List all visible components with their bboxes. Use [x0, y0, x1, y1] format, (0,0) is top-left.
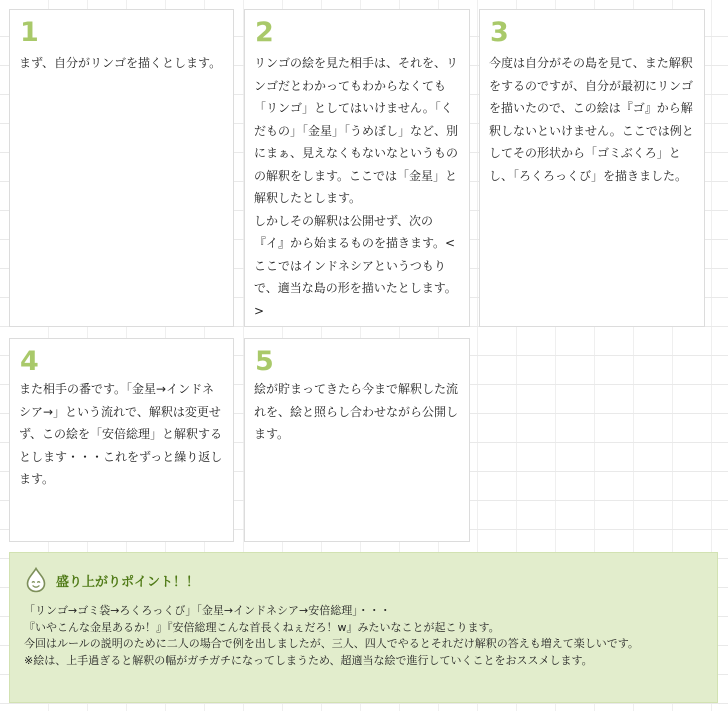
point-line: 「リンゴ→ゴミ袋→ろくろっくび」「金星→インドネシア→安倍総理」・・・	[24, 604, 391, 617]
point-line: 『いやこんな金星あるか！』『安倍総理こんな首長くねぇだろ！w』みたいなことが起こります。	[24, 620, 500, 634]
step-card-3	[479, 9, 705, 327]
step-text: 今度は自分がその島を見て、また解釈をするのですが、自分が最初にリンゴを描いたので、この絵は『ゴ』から解釈しないといけません。ここでは例としてその形状から「ゴミぶくろ」とし、「ろくろっくび」を描きました。	[489, 56, 694, 183]
point-heading	[24, 567, 703, 593]
step-card-2	[244, 9, 470, 327]
step-text: リンゴの絵を見た相手は、それを、リンゴだとわかってもわからなくても「リンゴ」としてはいけません。「くだもの」「金星」「うめぼし」など、別にまぁ、見えなくもないなというものの解釈をします。ここでは「金星」と解釈したとします。 しかしその解釈は公開せず、次の『イ』から始まるものを描きます。<ここではインドネシアというつもりで、適当な島の形を描いたとします。>	[254, 56, 459, 318]
step-number: 2	[255, 17, 274, 48]
step-text: 絵が貯まってきたら今まで解釈した流れを、絵と照らし合わせながら公開します。	[254, 382, 459, 441]
step-card-5	[244, 338, 470, 542]
step-number: 1	[20, 17, 39, 48]
point-line: ※絵は、上手過ぎると解釈の幅がガチガチになってしまうため、超適当な絵で進行していくことをおススメします。	[24, 653, 593, 667]
step-card-4	[9, 338, 234, 542]
step-card-1	[9, 9, 234, 327]
step-text: まず、自分がリンゴを描くとします。	[19, 56, 222, 70]
step-number: 4	[20, 346, 39, 377]
point-line: 今回はルールの説明のために二人の場合で例を出しましたが、三人、四人でやるとそれだけ解釈の答えも増えて楽しいです。	[24, 637, 639, 650]
point-box	[9, 552, 718, 703]
step-number: 3	[490, 17, 509, 48]
step-number: 5	[255, 346, 274, 377]
step-text: また相手の番です。「金星→インドネシア→」という流れで、解釈は変更せず、この絵を「安倍総理」と解釈するとします・・・これをずっと繰り返します。	[19, 382, 223, 486]
face-drop-icon	[24, 567, 48, 593]
point-title: 盛り上がりポイント！！	[56, 574, 200, 590]
